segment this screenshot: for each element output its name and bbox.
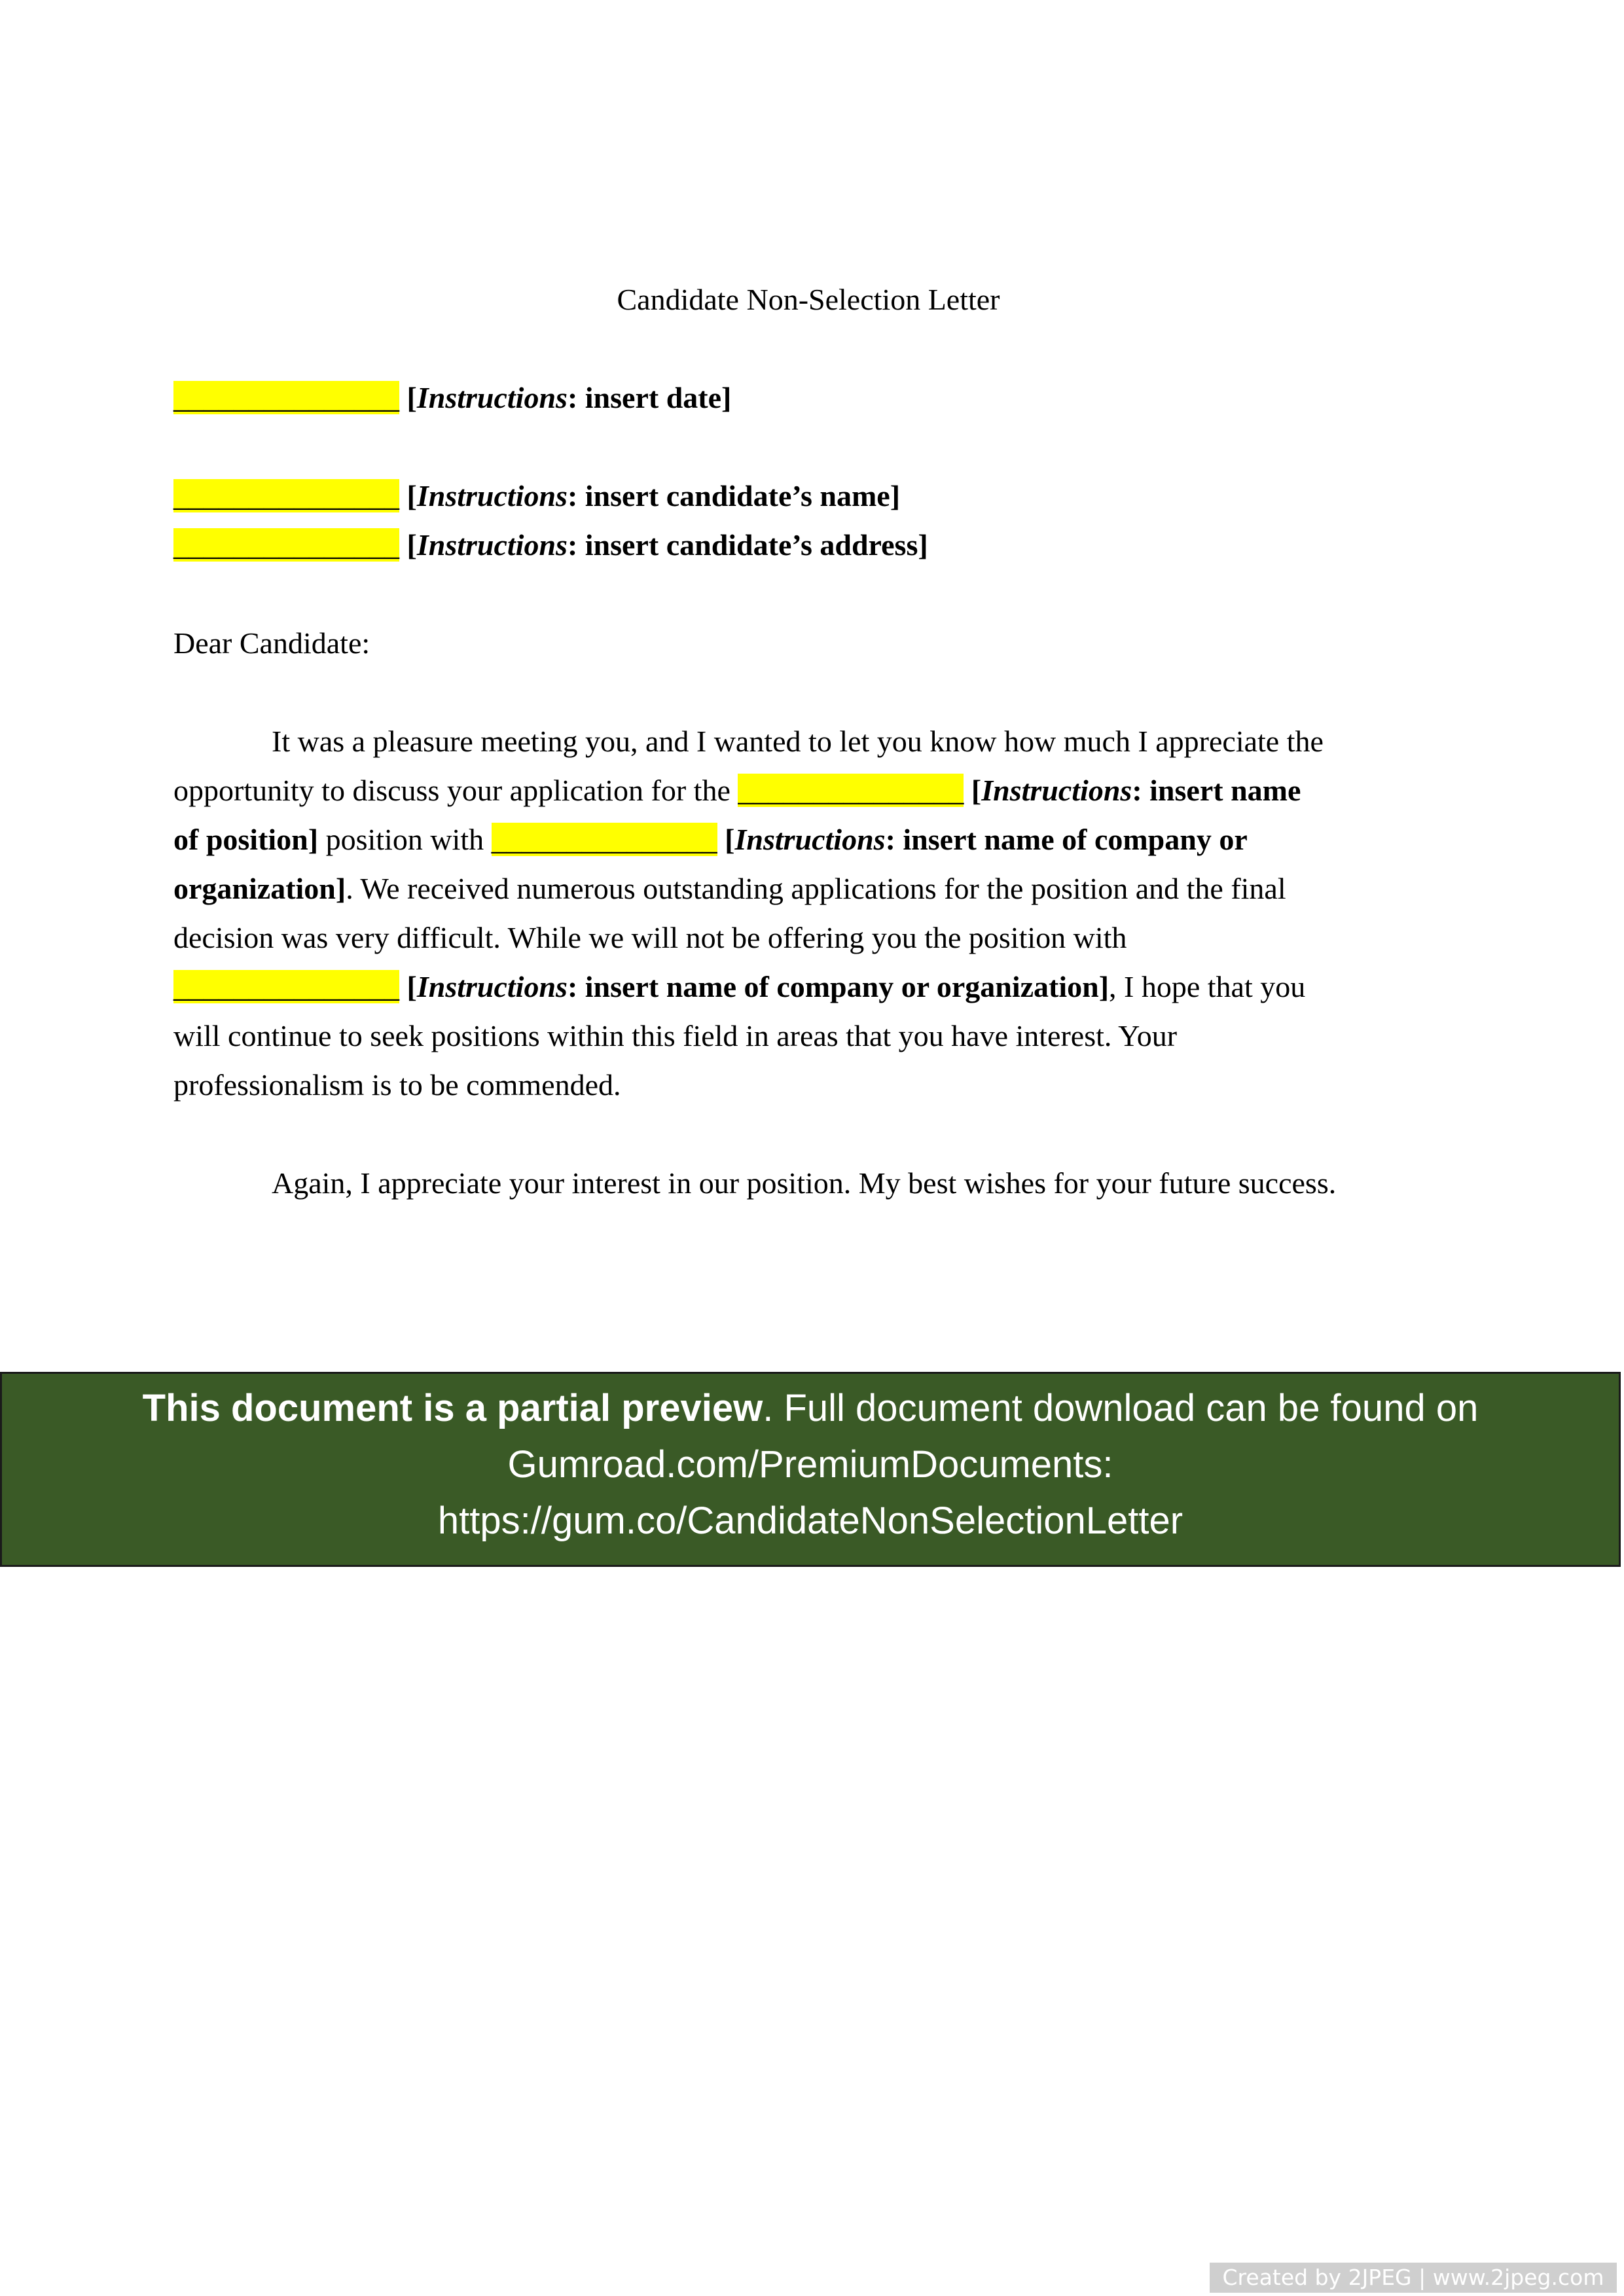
position-name-blank-field[interactable]: _______________ <box>738 774 964 807</box>
paragraph-1-line-6: _______________ [Instructions: insert name of company or organization], I hope that you <box>173 970 1306 1003</box>
paragraph-1-line-5: decision was very difficult. While we will not be offering you the position with <box>173 921 1127 954</box>
address-instruction: : insert candidate’s address] <box>567 528 928 562</box>
banner-link[interactable]: https://gum.co/CandidateNonSelectionLetter <box>437 1499 1183 1542</box>
banner-text: . Full document download can be found on <box>763 1387 1479 1429</box>
bracket-open: [ <box>406 381 417 414</box>
instructions-label: Instructions <box>416 970 568 1003</box>
paragraph-1-line-7: will continue to seek positions within this field in areas that you have interest. Your <box>173 1019 1178 1052</box>
paragraph-1-line-4: organization]. We received numerous outstanding applications for the position and the final <box>173 872 1286 905</box>
candidate-address-line: _______________ [Instructions: insert candidate’s address] <box>173 528 928 562</box>
date-line <box>173 373 731 422</box>
banner-bold-text: This document is a partial preview <box>142 1387 763 1429</box>
instructions-label: Instructions <box>981 774 1132 807</box>
company-name-blank-field[interactable]: _______________ <box>491 823 717 856</box>
paragraph-1-line-3: of position] position with _______________ [Instructions: insert name of company or <box>173 823 1248 856</box>
letter-title: Candidate Non-Selection Letter <box>617 283 1000 316</box>
instructions-label: Instructions <box>734 823 886 856</box>
paragraph-1-line-2: opportunity to discuss your application for the _______________ [Instructions: insert name <box>173 774 1301 807</box>
watermark: Created by 2JPEG | www.2jpeg.com <box>1210 2263 1617 2293</box>
banner-line-2: Gumroad.com/PremiumDocuments: <box>507 1443 1113 1486</box>
date-blank-field[interactable]: _______________ <box>173 381 399 414</box>
instructions-label: Instructions <box>416 528 568 562</box>
paragraph-1-line-8: professionalism is to be commended. <box>173 1068 621 1102</box>
name-instruction: : insert candidate’s name] <box>567 479 901 512</box>
banner-line-1 <box>2 1380 1619 1437</box>
candidate-address-blank-field[interactable]: _______________ <box>173 528 399 562</box>
candidate-name-blank-field[interactable]: _______________ <box>173 479 399 512</box>
company-name-blank-field-2[interactable]: _______________ <box>173 970 399 1003</box>
date-instruction: : insert date] <box>567 381 732 414</box>
paragraph-1-line-1: It was a pleasure meeting you, and I wanted to let you know how much I appreciate the <box>272 725 1324 758</box>
instructions-label: Instructions <box>416 479 568 512</box>
salutation: Dear Candidate: <box>173 626 370 660</box>
instructions-label: Instructions <box>416 381 568 414</box>
paragraph-2: Again, I appreciate your interest in our position. My best wishes for your future success. <box>272 1166 1337 1200</box>
candidate-name-line: _______________ [Instructions: insert candidate’s name] <box>173 479 901 512</box>
preview-banner <box>0 1372 1621 1567</box>
